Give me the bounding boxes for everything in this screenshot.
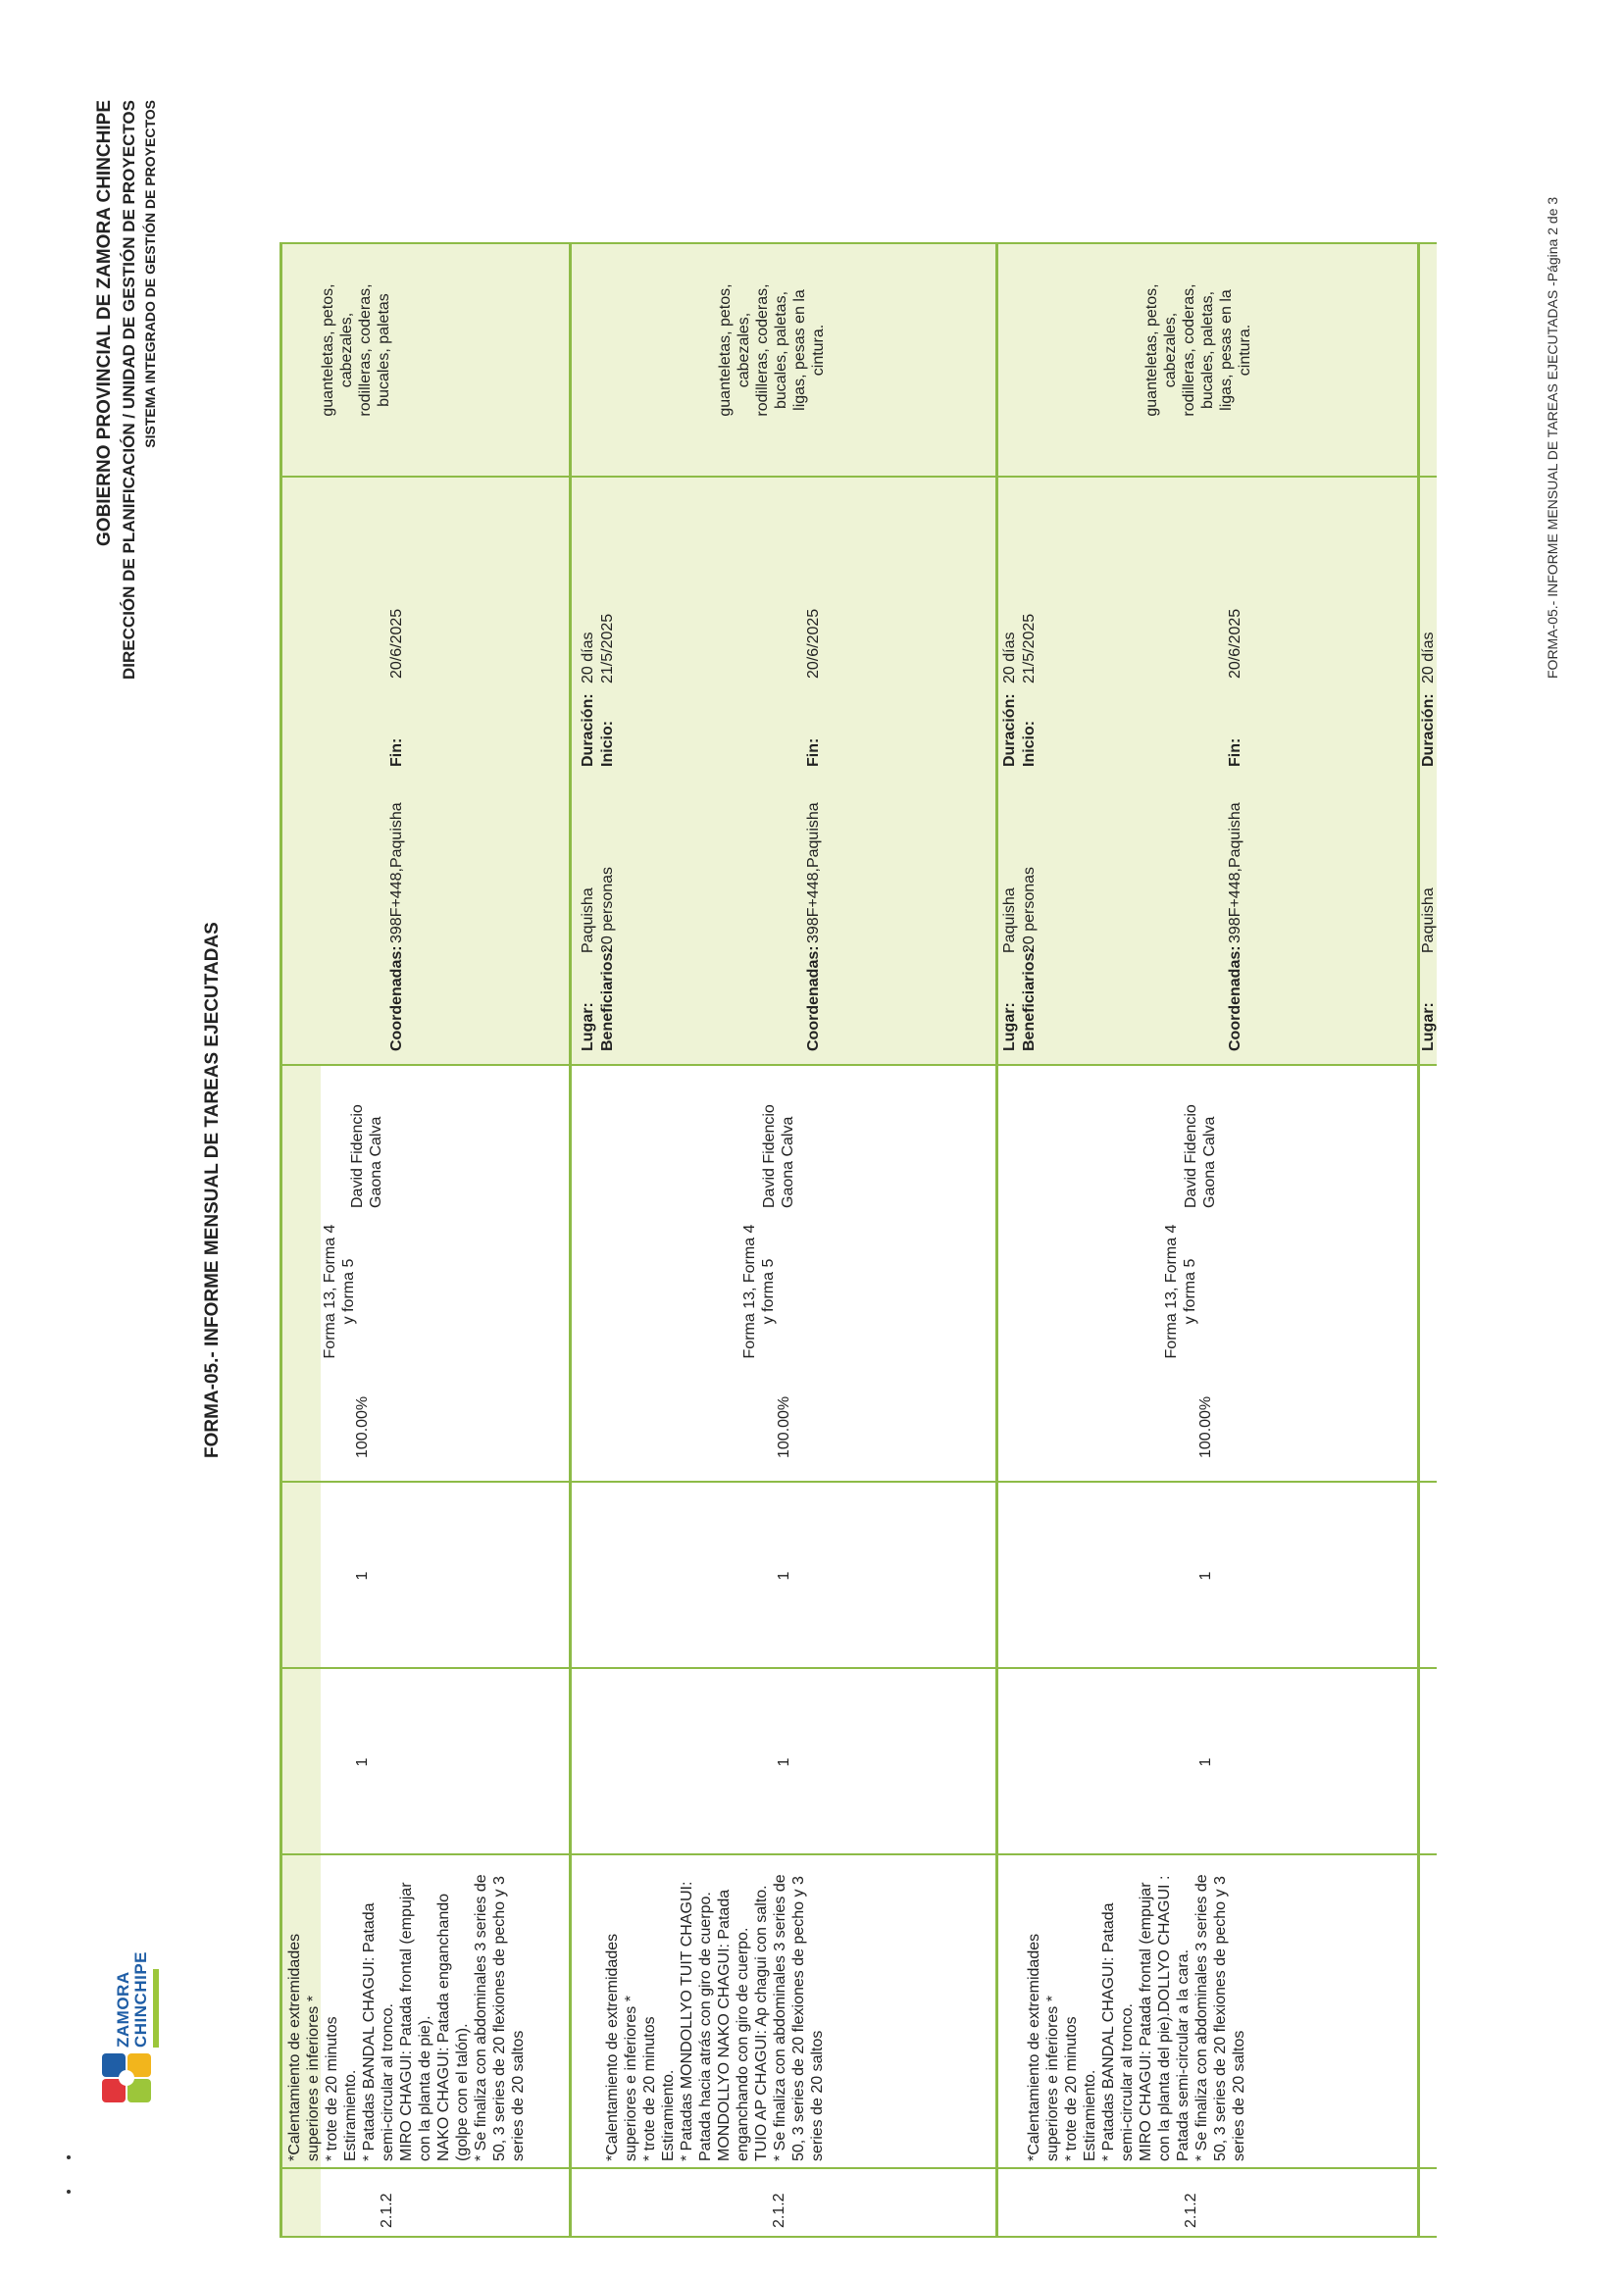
coordinates-label: Coordenadas: xyxy=(1227,945,1243,1051)
start-label: Inicio: xyxy=(599,720,616,767)
place-label: Lugar: xyxy=(1420,1002,1437,1051)
start-value: 21/5/2025 xyxy=(1021,613,1038,683)
beneficiaries-value: 20 personas xyxy=(599,866,616,953)
place-value: Paquisha xyxy=(1420,887,1437,953)
header-direction: DIRECCIÓN DE PLANIFICACIÓN / UNIDAD DE GESTIÓN DE PROYECTOS xyxy=(120,100,138,680)
beneficiaries-label: Beneficiarios: xyxy=(599,947,616,1051)
end-label: Fin: xyxy=(1227,737,1243,767)
responsible-value: David Fidencio Gaona Calva xyxy=(349,1104,384,1208)
end-label: Fin: xyxy=(805,737,822,767)
grid-line xyxy=(279,242,282,2238)
grid-line xyxy=(279,242,1437,244)
duration-value: 20 días xyxy=(1001,632,1018,683)
coordinates-value: 398F+448,Paquisha xyxy=(388,802,405,943)
logo-text: CHINCHIPE xyxy=(131,1950,150,2048)
logo-emblem xyxy=(100,2051,153,2104)
place-value: Paquisha xyxy=(1001,887,1018,953)
task-description: *Calentamiento de extremidades superiores e inferiores * * trote de 20 minutos Estiramiento. * Patadas BANDAL CHAGUI: Patada semi-circular al tronco. MIRO CHAGUI: Patada frontal (empujar con la planta del pie).DOLLYO CHAGUI : Patada semi-circular a la cara. * Se finaliza con abdominales 3 series de 50, 3 series de 20 flexiones de pecho y 3 series de 20 saltos xyxy=(1026,1874,1247,2161)
planned-value: 1 xyxy=(1197,1757,1214,1767)
grid-line xyxy=(279,1667,1437,1669)
grid-line xyxy=(995,242,998,2238)
executed-value: 1 xyxy=(776,1571,792,1581)
beneficiaries-value: 20 personas xyxy=(1021,866,1038,953)
coordinates-label: Coordenadas: xyxy=(388,945,405,1051)
form-title: FORMA-05.- INFORME MENSUAL DE TAREAS EJECUTADAS xyxy=(202,922,223,1458)
end-value: 20/6/2025 xyxy=(1227,608,1243,679)
materials-value: guanteletas, petos, cabezales, rodilleras, coderas, bucales, paletas xyxy=(320,283,392,417)
responsible-value: David Fidencio Gaona Calva xyxy=(761,1104,796,1208)
scan-dot xyxy=(67,2155,71,2159)
forms-value: Forma 13, Forma 4 y forma 5 xyxy=(741,1224,777,1359)
end-value: 20/6/2025 xyxy=(388,608,405,679)
percent-value: 100.00% xyxy=(354,1395,371,1458)
logo-text: ZAMORA xyxy=(114,1971,132,2048)
task-code: 2.1.2 xyxy=(1183,2193,1199,2228)
forms-value: Forma 13, Forma 4 y forma 5 xyxy=(1163,1224,1198,1359)
beneficiaries-label: Beneficiarios: xyxy=(1021,947,1038,1051)
start-label: Inicio: xyxy=(1021,720,1038,767)
materials-value: guanteletas, petos, cabezales, rodilleras, coderas, bucales, paletas, ligas, pesas en la cintura. xyxy=(717,283,827,417)
materials-value: guanteletas, petos, cabezales, rodilleras, coderas, bucales, paletas, ligas, pesas en la cintura. xyxy=(1143,283,1253,417)
header-government: GOBIERNO PROVINCIAL DE ZAMORA CHINCHIPE xyxy=(94,100,115,546)
place-label: Lugar: xyxy=(1001,1002,1018,1051)
coordinates-value: 398F+448,Paquisha xyxy=(805,802,822,943)
grid-line xyxy=(279,2236,1437,2238)
place-value: Paquisha xyxy=(580,887,596,953)
grid-line xyxy=(279,1481,1437,1483)
forms-value: Forma 13, Forma 4 y forma 5 xyxy=(322,1224,357,1359)
grid-line xyxy=(1417,242,1420,2238)
responsible-value: David Fidencio Gaona Calva xyxy=(1183,1104,1218,1208)
coordinates-label: Coordenadas: xyxy=(805,945,822,1051)
grid-line xyxy=(569,242,572,2238)
percent-value: 100.00% xyxy=(1197,1395,1214,1458)
coordinates-value: 398F+448,Paquisha xyxy=(1227,802,1243,943)
task-code: 2.1.2 xyxy=(379,2193,395,2228)
duration-value: 20 días xyxy=(580,632,596,683)
place-label: Lugar: xyxy=(580,1002,596,1051)
tasks-table xyxy=(279,242,1437,2238)
task-description: *Calentamiento de extremidades superiores e inferiores * * trote de 20 minutos Estiramiento. * Patadas BANDAL CHAGUI: Patada semi-circular al tronco. MIRO CHAGUI: Patada frontal (empujar con la planta de pie). NAKO CHAGUI: Patada enganchando (golpe con el talón). * Se finaliza con abdominales 3 series de 50, 3 series de 20 flexiones de pecho y 3 series de 20 saltos xyxy=(286,1874,527,2161)
duration-label: Duración: xyxy=(580,693,596,767)
task-code: 2.1.2 xyxy=(771,2193,787,2228)
end-value: 20/6/2025 xyxy=(805,608,822,679)
document-header xyxy=(94,100,158,786)
header-system: SISTEMA INTEGRADO DE GESTIÓN DE PROYECTOS xyxy=(142,100,158,448)
planned-value: 1 xyxy=(354,1757,371,1767)
grid-line xyxy=(279,476,1437,478)
end-label: Fin: xyxy=(388,737,405,767)
start-value: 21/5/2025 xyxy=(599,613,616,683)
duration-value: 20 días xyxy=(1420,632,1437,683)
scan-dot xyxy=(67,2190,71,2194)
grid-line xyxy=(279,2167,1437,2169)
duration-label: Duración: xyxy=(1420,693,1437,767)
executed-value: 1 xyxy=(1197,1571,1214,1581)
planned-value: 1 xyxy=(776,1757,792,1767)
logo xyxy=(98,1950,167,2104)
logo-bar xyxy=(153,1969,159,2048)
executed-value: 1 xyxy=(354,1571,371,1581)
grid-line xyxy=(279,1064,1437,1066)
page-footer: FORMA-05.- INFORME MENSUAL DE TAREAS EJECUTADAS -Página 2 de 3 xyxy=(1545,196,1560,679)
shaded-region xyxy=(279,242,1437,1066)
task-description: *Calentamiento de extremidades superiores e inferiores * * trote de 20 minutos Estiramiento. * Patadas MONDOLLYO TUIT CHAGUI: Patada hacia atrás con giro de cuerpo. MONDOLLYO NAKO CHAGUI: Patada enganchando con giro de cuerpo. TUIO AP CHAGUI: Ap chagui con salto. * Se finaliza con abdominales 3 series de 50, 3 series de 20 flexiones de pecho y 3 series de 20 saltos xyxy=(604,1874,826,2161)
grid-line xyxy=(279,1853,1437,1855)
duration-label: Duración: xyxy=(1001,693,1018,767)
percent-value: 100.00% xyxy=(776,1395,792,1458)
